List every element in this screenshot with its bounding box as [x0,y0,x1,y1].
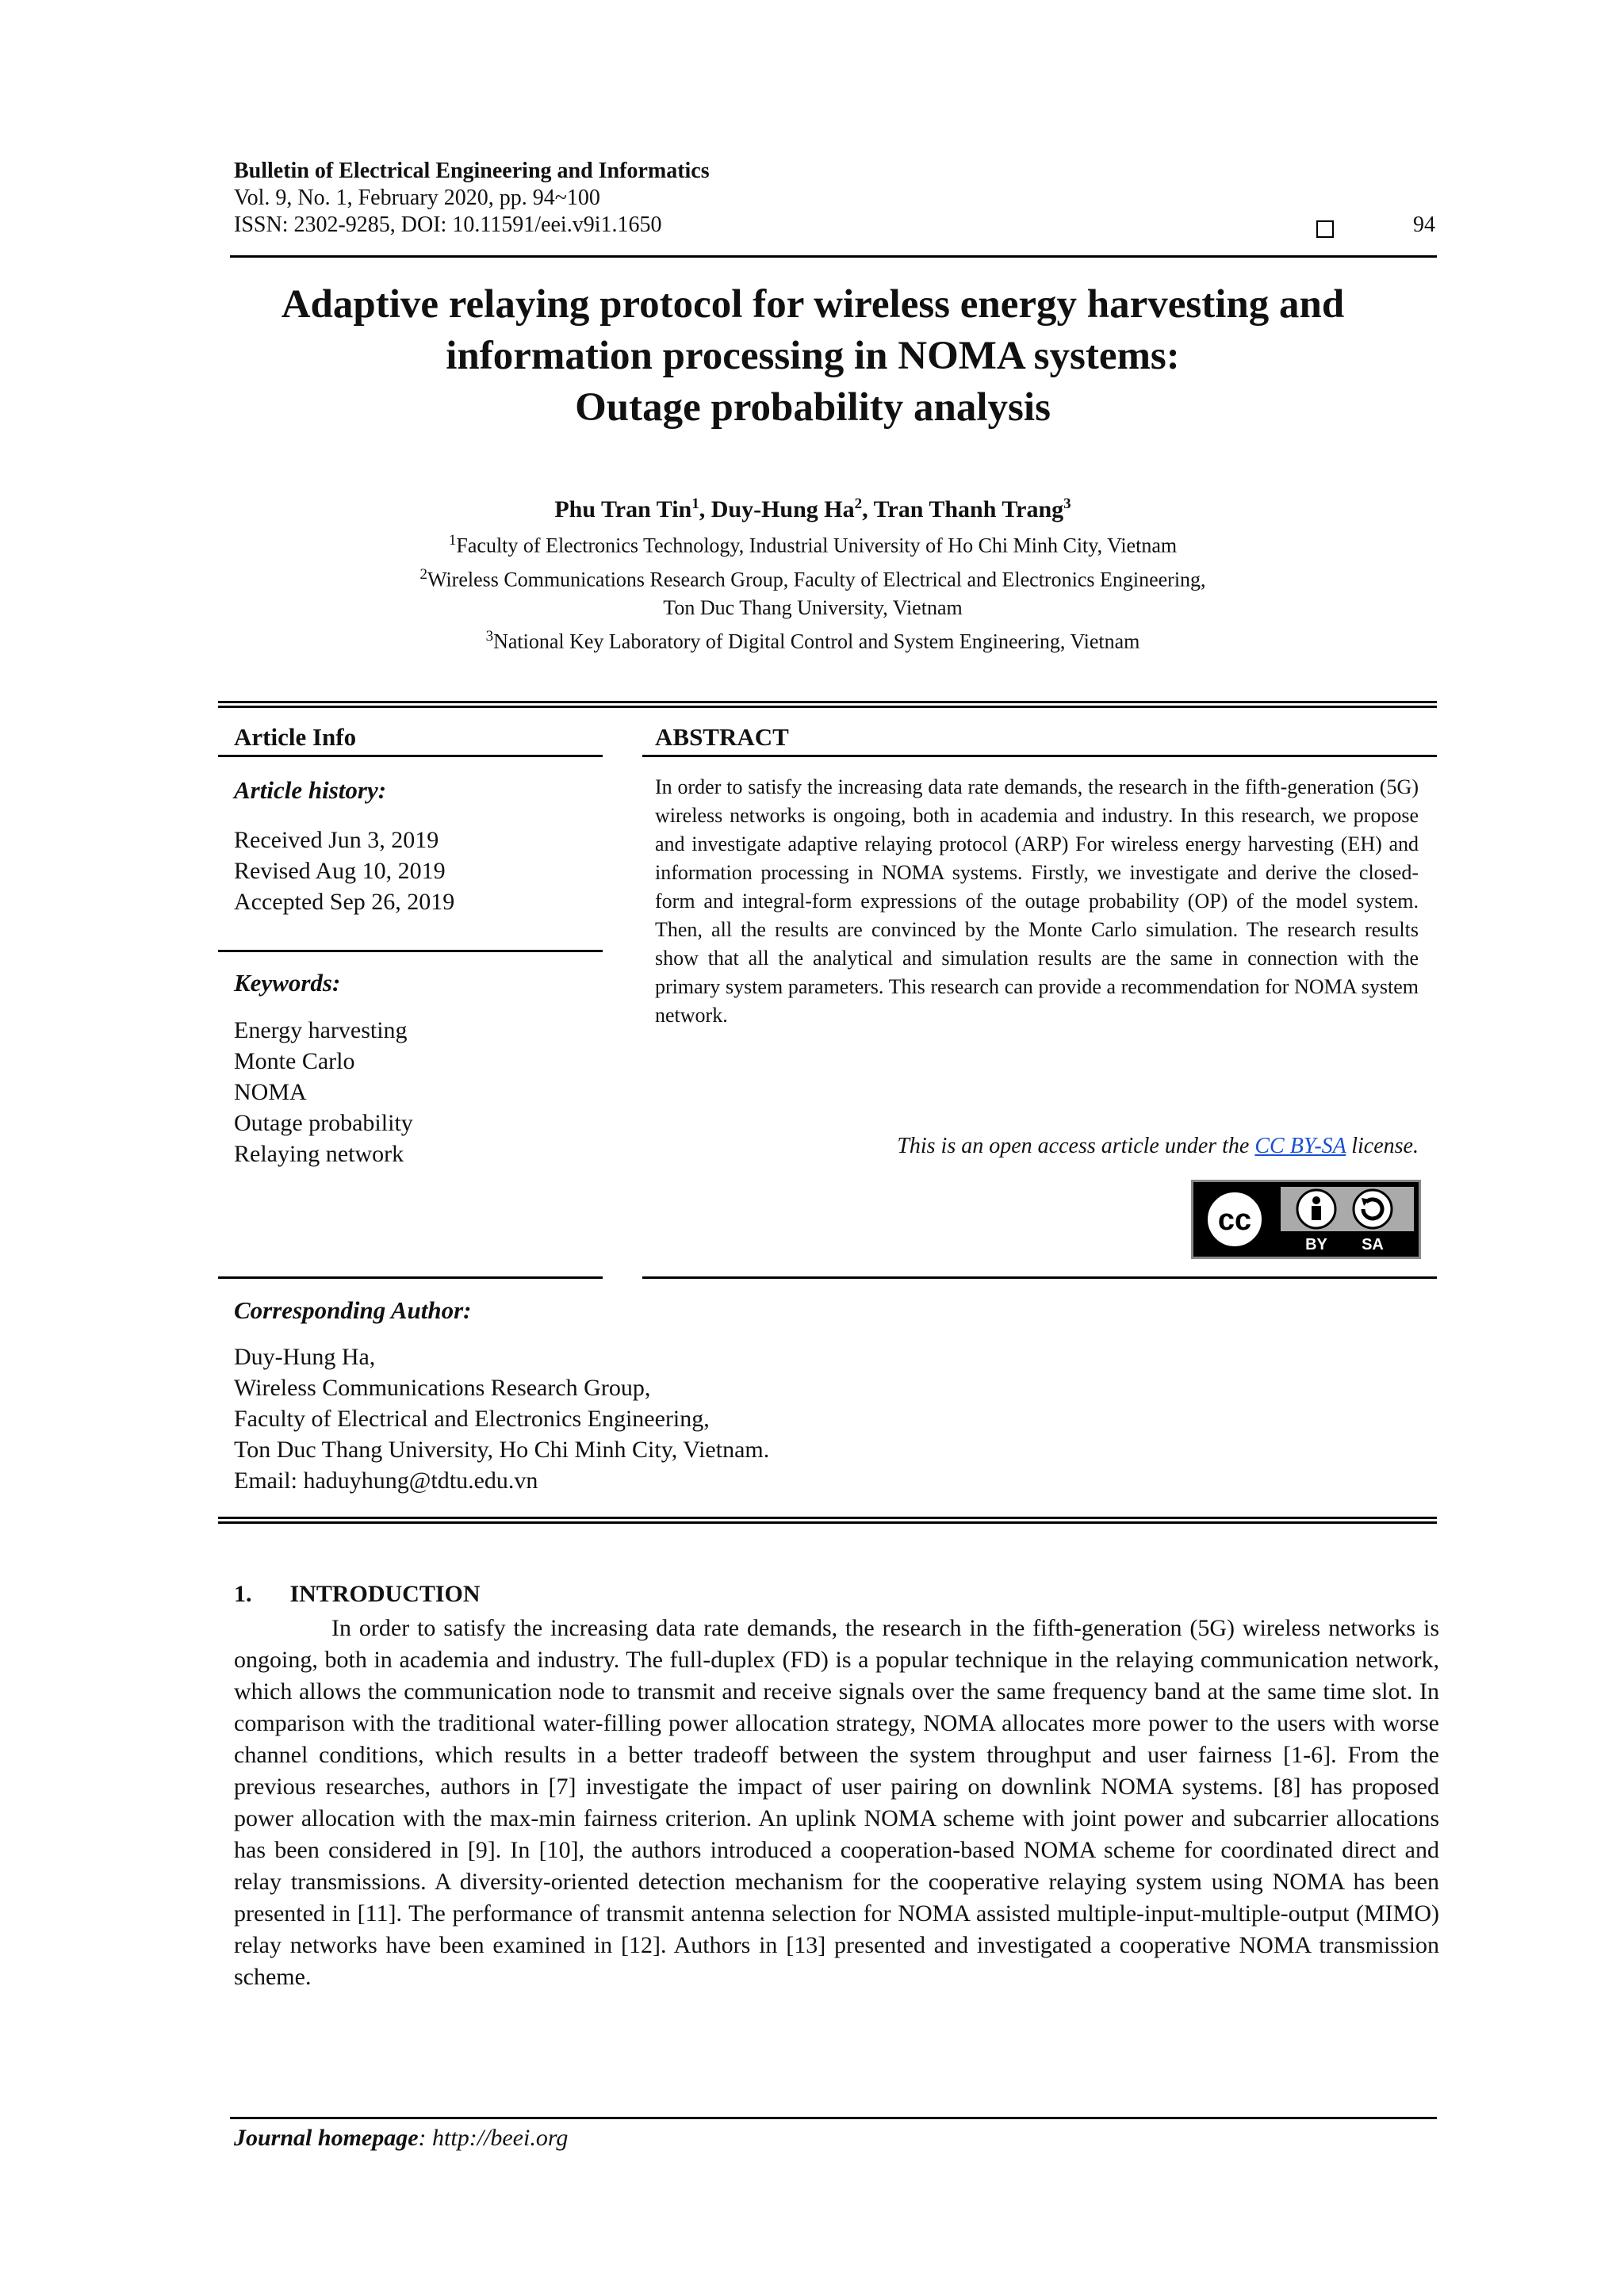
title-line-3: Outage probability analysis [575,385,1051,430]
cc-by-sa-link[interactable]: CC BY-SA [1254,1134,1346,1158]
cc-logo-text: cc [1217,1203,1252,1237]
corresponding-line: Duy-Hung Ha, [234,1344,376,1370]
homepage-url[interactable]: http://beei.org [432,2125,569,2151]
corresponding-line: Faculty of Electrical and Electronics Engineering, [234,1406,710,1432]
affiliation-line [159,594,1467,622]
keywords-heading: Keywords: [234,969,341,997]
title-line-1: Adaptive relaying protocol for wireless energy harvesting and [281,282,1345,327]
accepted-date: Accepted Sep 26, 2019 [234,889,455,915]
corresponding-email: Email: haduyhung@tdtu.edu.vn [234,1468,538,1494]
author-name: Duy-Hung Ha [710,496,855,522]
journal-name: Bulletin of Electrical Engineering and Informatics [234,159,710,183]
affiliation-text: Ton Duc Thang University, Vietnam [663,596,963,620]
introduction-paragraph: In order to satisfy the increasing data rate demands, the research in the fifth-generation (5G) wireless networks is ongoing, both in academia and industry. The full-duplex (FD) is a popular technique in the relaying communication network, which allows the communication node to transmit and receive signals over the same frequency band at the same time slot. In comparison with the traditional water-filling power allocation strategy, NOMA allocates more power to the users with worse channel conditions, which results in a better tradeoff between the system throughput and user fairness [1-6]. From the previous researches, authors in [7] investigate the impact of user pairing on downlink NOMA systems. [8] has proposed power allocation with the max-min fairness criterion. An uplink NOMA scheme with joint power and subcarrier allocations has been considered in [9]. In [10], the authors introduced a cooperation-based NOMA scheme for coordinated direct and relay transmissions. A diversity-oriented detection mechanism for the cooperative relaying system using NOMA has been presented in [11]. The performance of transmit antenna selection for NOMA assisted multiple-input-multiple-output (MIMO) relay networks have been examined in [12]. Authors in [13] presented and investigated a cooperative NOMA transmission scheme. [234,1615,1439,1990]
info-top-rule-1 [218,701,1437,703]
affiliations [159,526,1467,656]
section-title: INTRODUCTION [289,1581,481,1607]
keyword-item: Relaying network [234,1141,404,1167]
corresponding-line: Ton Duc Thang University, Ho Chi Minh City, Vietnam. [234,1437,770,1463]
page-number: 94 [1413,212,1435,237]
author-sup: 3 [1063,496,1071,512]
journal-homepage [234,2125,568,2152]
license-statement [655,1134,1419,1159]
affiliation-sup: 2 [419,565,427,583]
cc-badge-graphic [1193,1182,1419,1257]
author-name: Phu Tran Tin [554,496,692,522]
article-info-heading: Article Info [234,723,357,751]
revised-date: Revised Aug 10, 2019 [234,858,446,884]
affiliation-sup: 3 [485,628,494,645]
received-date: Received Jun 3, 2019 [234,827,439,853]
keyword-item: Outage probability [234,1110,413,1136]
corresponding-author-heading: Corresponding Author: [234,1296,472,1324]
author-separator: , [699,496,711,522]
homepage-label: Journal homepage [234,2125,419,2151]
affiliation-line [159,561,1467,595]
section-heading-introduction [234,1581,481,1608]
corr-bottom-rule-1 [218,1517,1437,1519]
paper-title [159,279,1467,434]
affiliation-line [159,622,1467,656]
journal-issn-doi: ISSN: 2302-9285, DOI: 10.11591/eei.v9i1.1650 [234,212,662,237]
corresponding-author-details [234,1341,1027,1496]
abstract-rule [642,755,1437,757]
keyword-item: Energy harvesting [234,1017,408,1043]
license-suffix: license. [1346,1134,1419,1158]
article-history [234,825,454,917]
corresponding-line: Wireless Communications Research Group, [234,1375,651,1401]
homepage-separator: : [418,2125,433,2151]
affiliation-text: Wireless Communications Research Group, Faculty of Electrical and Electronics Engineering, [427,568,1206,591]
affiliation-text: Faculty of Electronics Technology, Industrial University of Ho Chi Minh City, Vietnam [456,534,1178,557]
license-prefix: This is an open access article under the [897,1134,1255,1158]
affiliation-line [159,526,1467,561]
by-label: BY [1305,1236,1327,1253]
keyword-list [234,1015,413,1169]
abstract-heading: ABSTRACT [655,723,789,751]
cc-by-sa-badge[interactable] [1191,1180,1421,1259]
article-info-rule [218,755,603,757]
author-list [159,496,1467,523]
affiliation-text: National Key Laboratory of Digital Control and System Engineering, Vietnam [493,629,1140,653]
keyword-item: Monte Carlo [234,1048,355,1074]
author-separator: , [862,496,874,522]
author-name: Tran Thanh Trang [873,496,1064,522]
section-number: 1. [234,1581,252,1607]
info-top-rule-2 [218,706,1437,708]
abstract-text: In order to satisfy the increasing data rate demands, the research in the fifth-generation (5G) wireless networks is ongoing, both in academia and industry. In this research, we propose and investigate adaptive relaying protocol (ARP) For wireless energy harvesting (EH) and information processing in NOMA systems. Firstly, we investigate and derive the closed-form and integral-form expressions of the outage probability (OP) of the model system. Then, all the results are convinced by the Monte Carlo simulation. The research results show that all the analytical and simulation results are the same in connection with the primary system parameters. This research can provide a recommendation for NOMA system network. [655,775,1419,1027]
author-sup: 2 [854,496,863,512]
title-line-2: information processing in NOMA systems: [446,334,1180,378]
footer-rule [230,2117,1437,2119]
corr-bottom-rule-2 [218,1521,1437,1524]
article-history-heading: Article history: [234,776,387,804]
keywords-rule [218,950,603,952]
abstract-bottom-rule [642,1276,1437,1279]
sa-label: SA [1362,1236,1384,1253]
keyword-item: NOMA [234,1079,307,1105]
journal-volume: Vol. 9, No. 1, February 2020, pp. 94~100 [234,186,600,210]
header-rule [230,255,1437,258]
sa-share-icon [1354,1190,1392,1228]
affiliation-sup: 1 [448,532,457,549]
info-bottom-rule [218,1276,603,1279]
square-bullet-icon [1316,220,1334,238]
author-sup: 1 [691,496,699,512]
